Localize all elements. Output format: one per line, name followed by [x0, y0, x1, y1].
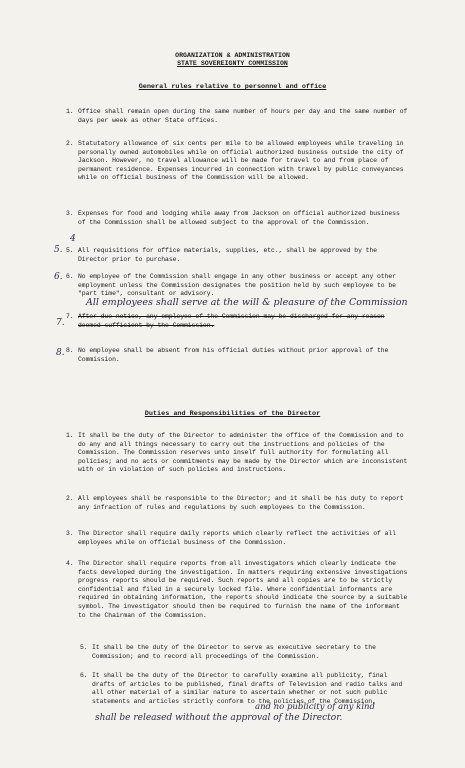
header-line-1: ORGANIZATION & ADMINISTRATION — [175, 52, 290, 59]
handwritten-number-7: 7. — [56, 318, 65, 328]
rule-1: 1. Office shall remain open during the same number of hours per day and the same number of days per week as other State offices. — [66, 108, 408, 124]
handwritten-footer-line-2: shall be released without the approval of the Director. — [95, 713, 343, 723]
duty-5: 5. It shall be the duty of the Director to serve as executive secretary to the Commission; and to record all proceedings of the Commission. — [80, 644, 376, 660]
duty-6: 6. It shall be the duty of the Director to carefully examine all publicity, final drafts of articles to be published, final drafts of Television and radio talks and all other material of a similar nature to ascertain whether or not such public statements and articles strictly conform to the policies of the Commission, — [80, 672, 403, 705]
rule-5: 5. All requisitions for office materials, supplies, etc., shall be approved by the Director prior to purchase. — [66, 247, 378, 263]
handwritten-number-8: 8. — [56, 348, 65, 358]
section-1-title: General rules relative to personnel and office — [138, 83, 327, 91]
header-line-2: STATE SOVEREIGNTY COMMISSION — [177, 60, 288, 67]
rule-3: 3. Expenses for food and lodging while away from Jackson on official authorized business of the Commission shall be allowed subject to the approval of the Commission. — [66, 210, 400, 226]
handwritten-number-5: 5. — [54, 245, 63, 255]
rule-7-struck: 7. After due notice, any employee of the Commission may be discharged for any reason deemed sufficient by the Commission. — [66, 313, 385, 329]
duty-2: 2. All employees shall be responsible to the Director; and it shall be his duty to report any infraction of rules and regulations by such employees to the Commission. — [66, 495, 404, 511]
rule-8: 8. No employee shall be absent from his official duties without prior approval of the Commission. — [66, 347, 389, 363]
handwritten-number-6: 6. — [54, 272, 63, 282]
rule-6: 6. No employee of the Commission shall engage in any other business or accept any other employment unless the Commission designates the position held by such employee to be "part time", consultant or advisory. — [66, 273, 396, 298]
duty-1: 1. It shall be the duty of the Director to administer the office of the Commission and to do any and all things necessary to carry out the instructions and policies of the Commission. The Commission reserves unto inself full authority for formulating all policies; and no acts or commitments may be made by the Director which are inconsistent with or in violation of such policies and instructions. — [66, 432, 408, 474]
handwritten-number-4: 4 — [70, 234, 76, 244]
duty-4: 4. The Director shall require reports from all investigators which clearly indicate the facts developed during the investigation. In matters requiring extensive investigations progress reports should be required. Such reports and all copies are to be strictly confidential and filed in a securely locked file. Where confidential informants are required in obtaining information, the reports should indicate the source by a suitable symbol. The investigator should then be required to furnish the name of the informant to the Chairman of the Commission. — [66, 560, 408, 619]
rule-2: 2. Statutatory allowance of six cents per mile to be allowed employees while traveling in personally owned automobiles while on official authorized business outside the city of Jackson. However, no travel allowance will be made for travel to and from place of permanent residence. Expenses incurred in connection with travel by public conveyances while on official business of the Commission will be allowed. — [66, 140, 404, 182]
handwritten-rule-7-insert: All employees shall serve at the will & pleasure of the Commission — [86, 297, 408, 308]
section-2-title: Duties and Responsibilities of the Director — [144, 410, 321, 418]
duty-3: 3. The Director shall require daily reports which clearly reflect the activities of all employees while on official business of the Commission. — [66, 530, 396, 546]
handwritten-footer-line-1: and no publicity of any kind — [255, 702, 375, 712]
